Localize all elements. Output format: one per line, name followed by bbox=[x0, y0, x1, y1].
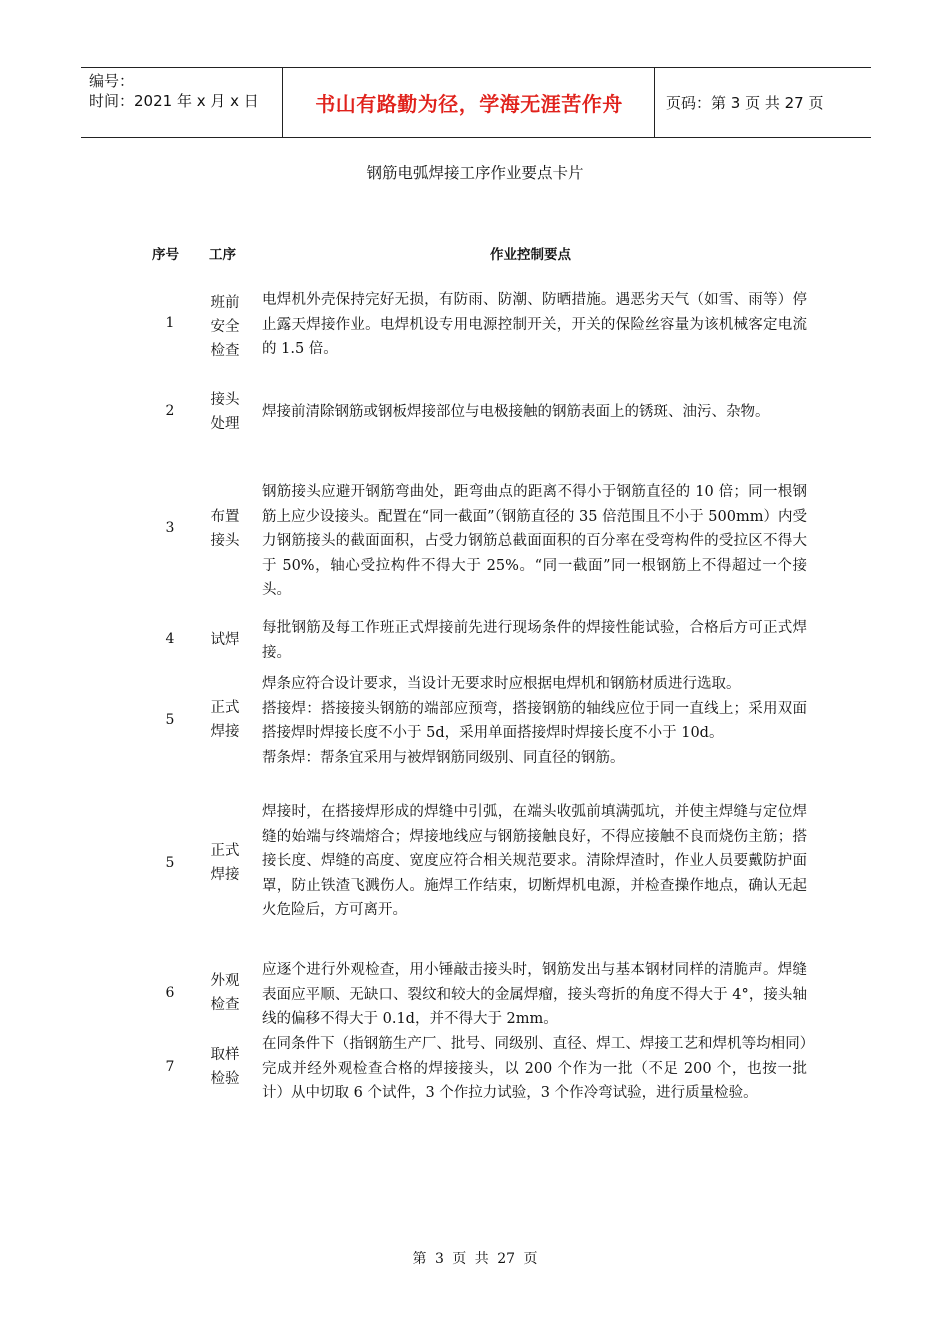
process-line: 检验 bbox=[210, 1071, 240, 1087]
row-number: 6 bbox=[165, 985, 175, 1001]
header-meta bbox=[89, 71, 259, 111]
header-divider bbox=[654, 68, 655, 137]
page-footer: 第 3 页 共 27 页 bbox=[412, 1251, 538, 1267]
column-header-seq: 序号 bbox=[152, 247, 179, 263]
process-line: 正式 bbox=[210, 700, 240, 716]
process-line: 正式 bbox=[210, 843, 240, 859]
column-header-points: 作业控制要点 bbox=[490, 247, 571, 263]
row-process bbox=[205, 969, 245, 1017]
header-motto: 书山有路勤为径，学海无涯苦作舟 bbox=[315, 92, 623, 116]
process-line: 试焊 bbox=[210, 632, 240, 648]
process-line: 安全 bbox=[210, 319, 240, 335]
process-line: 焊接 bbox=[210, 867, 240, 883]
column-header-process: 工序 bbox=[209, 247, 236, 263]
row-number: 7 bbox=[165, 1059, 175, 1075]
description-paragraph: 在同条件下（指钢筋生产厂、批号、同级别、直径、焊工、焊接工艺和焊机等均相同）完成并经外观检查合格的焊接接头，以 200 个作为一批（不足 200 个，也按一批计）从中切取 6 个试件，3 个作拉力试验，3 个作冷弯试验，进行质量检验。 bbox=[262, 1036, 807, 1101]
header-divider bbox=[282, 68, 283, 137]
row-number: 5 bbox=[165, 855, 175, 871]
row-process bbox=[205, 696, 245, 744]
row-number: 4 bbox=[165, 631, 175, 647]
process-line: 外观 bbox=[210, 973, 240, 989]
process-line: 班前 bbox=[210, 295, 240, 311]
time-label: 时间：2021 年 x 月 x 日 bbox=[89, 92, 259, 110]
row-process bbox=[205, 1043, 245, 1091]
number-label: 编号： bbox=[89, 72, 135, 90]
row-process bbox=[205, 839, 245, 887]
row-process bbox=[205, 505, 245, 553]
process-line: 处理 bbox=[210, 416, 240, 432]
row-description bbox=[262, 480, 807, 603]
header-page-info: 页码：第 3 页 共 27 页 bbox=[666, 94, 824, 112]
description-paragraph: 钢筋接头应避开钢筋弯曲处，距弯曲点的距离不得小于钢筋直径的 10 倍；同一根钢筋上应少设接头。配置在“同一截面”（钢筋直径的 35 倍范围且不小于 500mm）内受力钢筋接头的截面面积，占受力钢筋总截面面积的百分率在受弯构件的受拉区不得大于 50%，轴心受拉构件不得大于 25%。“同一截面”同一根钢筋上不得超过一个接头。 bbox=[262, 484, 807, 598]
process-line: 接头 bbox=[210, 392, 240, 408]
page-header bbox=[81, 67, 871, 138]
row-process bbox=[205, 628, 245, 652]
process-line: 检查 bbox=[210, 997, 240, 1013]
row-number: 3 bbox=[165, 520, 175, 536]
process-line: 检查 bbox=[210, 343, 240, 359]
description-paragraph: 焊条应符合设计要求，当设计无要求时应根据电焊机和钢筋材质进行选取。 bbox=[262, 676, 741, 692]
row-description bbox=[262, 616, 807, 665]
document-title: 钢筋电弧焊接工序作业要点卡片 bbox=[366, 164, 584, 182]
row-process bbox=[205, 291, 245, 363]
description-paragraph: 焊接时，在搭接焊形成的焊缝中引弧，在端头收弧前填满弧坑，并使主焊缝与定位焊缝的始端与终端熔合；焊接地线应与钢筋接触良好，不得应接触不良而烧伤主筋；搭接长度、焊缝的高度、宽度应符合相关规范要求。清除焊渣时，作业人员要戴防护面罩，防止铁渣飞溅伤人。施焊工作结束，切断焊机电源，并检查操作地点，确认无起火危险后，方可离开。 bbox=[262, 804, 807, 918]
row-description bbox=[262, 1032, 807, 1106]
row-description bbox=[262, 288, 807, 362]
description-paragraph: 帮条焊：帮条宜采用与被焊钢筋同级别、同直径的钢筋。 bbox=[262, 749, 625, 766]
process-line: 接头 bbox=[210, 533, 240, 549]
row-description bbox=[262, 672, 807, 770]
row-process bbox=[205, 388, 245, 436]
row-description bbox=[262, 800, 807, 923]
process-line: 焊接 bbox=[210, 724, 240, 740]
description-paragraph: 每批钢筋及每工作班正式焊接前先进行现场条件的焊接性能试验，合格后方可正式焊接。 bbox=[262, 620, 807, 661]
description-paragraph: 电焊机外壳保持完好无损，有防雨、防潮、防晒措施。遇恶劣天气（如雪、雨等）停止露天焊接作业。电焊机设专用电源控制开关，开关的保险丝容量为该机械客定电流的 1.5 倍。 bbox=[262, 292, 807, 357]
row-number: 5 bbox=[165, 712, 175, 728]
row-description bbox=[262, 958, 807, 1032]
row-number: 1 bbox=[165, 315, 175, 331]
description-paragraph: 应逐个进行外观检查，用小锤敲击接头时，钢筋发出与基本钢材同样的清脆声。焊缝表面应平顺、无缺口、裂纹和较大的金属焊瘤，接头弯折的角度不得大于 4°，接头轴线的偏移不得大于 0.1d，并不得大于 2mm。 bbox=[262, 962, 807, 1027]
description-paragraph: 焊接前清除钢筋或钢板焊接部位与电极接触的钢筋表面上的锈斑、油污、杂物。 bbox=[262, 404, 770, 420]
process-line: 取样 bbox=[210, 1047, 240, 1063]
row-number: 2 bbox=[165, 403, 175, 419]
description-paragraph: 搭接焊：搭接接头钢筋的端部应预弯，搭接钢筋的轴线应位于同一直线上；采用双面搭接焊时焊接长度不小于 5d，采用单面搭接焊时焊接长度不小于 10d。 bbox=[262, 700, 807, 741]
row-description bbox=[262, 400, 807, 425]
process-line: 布置 bbox=[210, 509, 240, 525]
